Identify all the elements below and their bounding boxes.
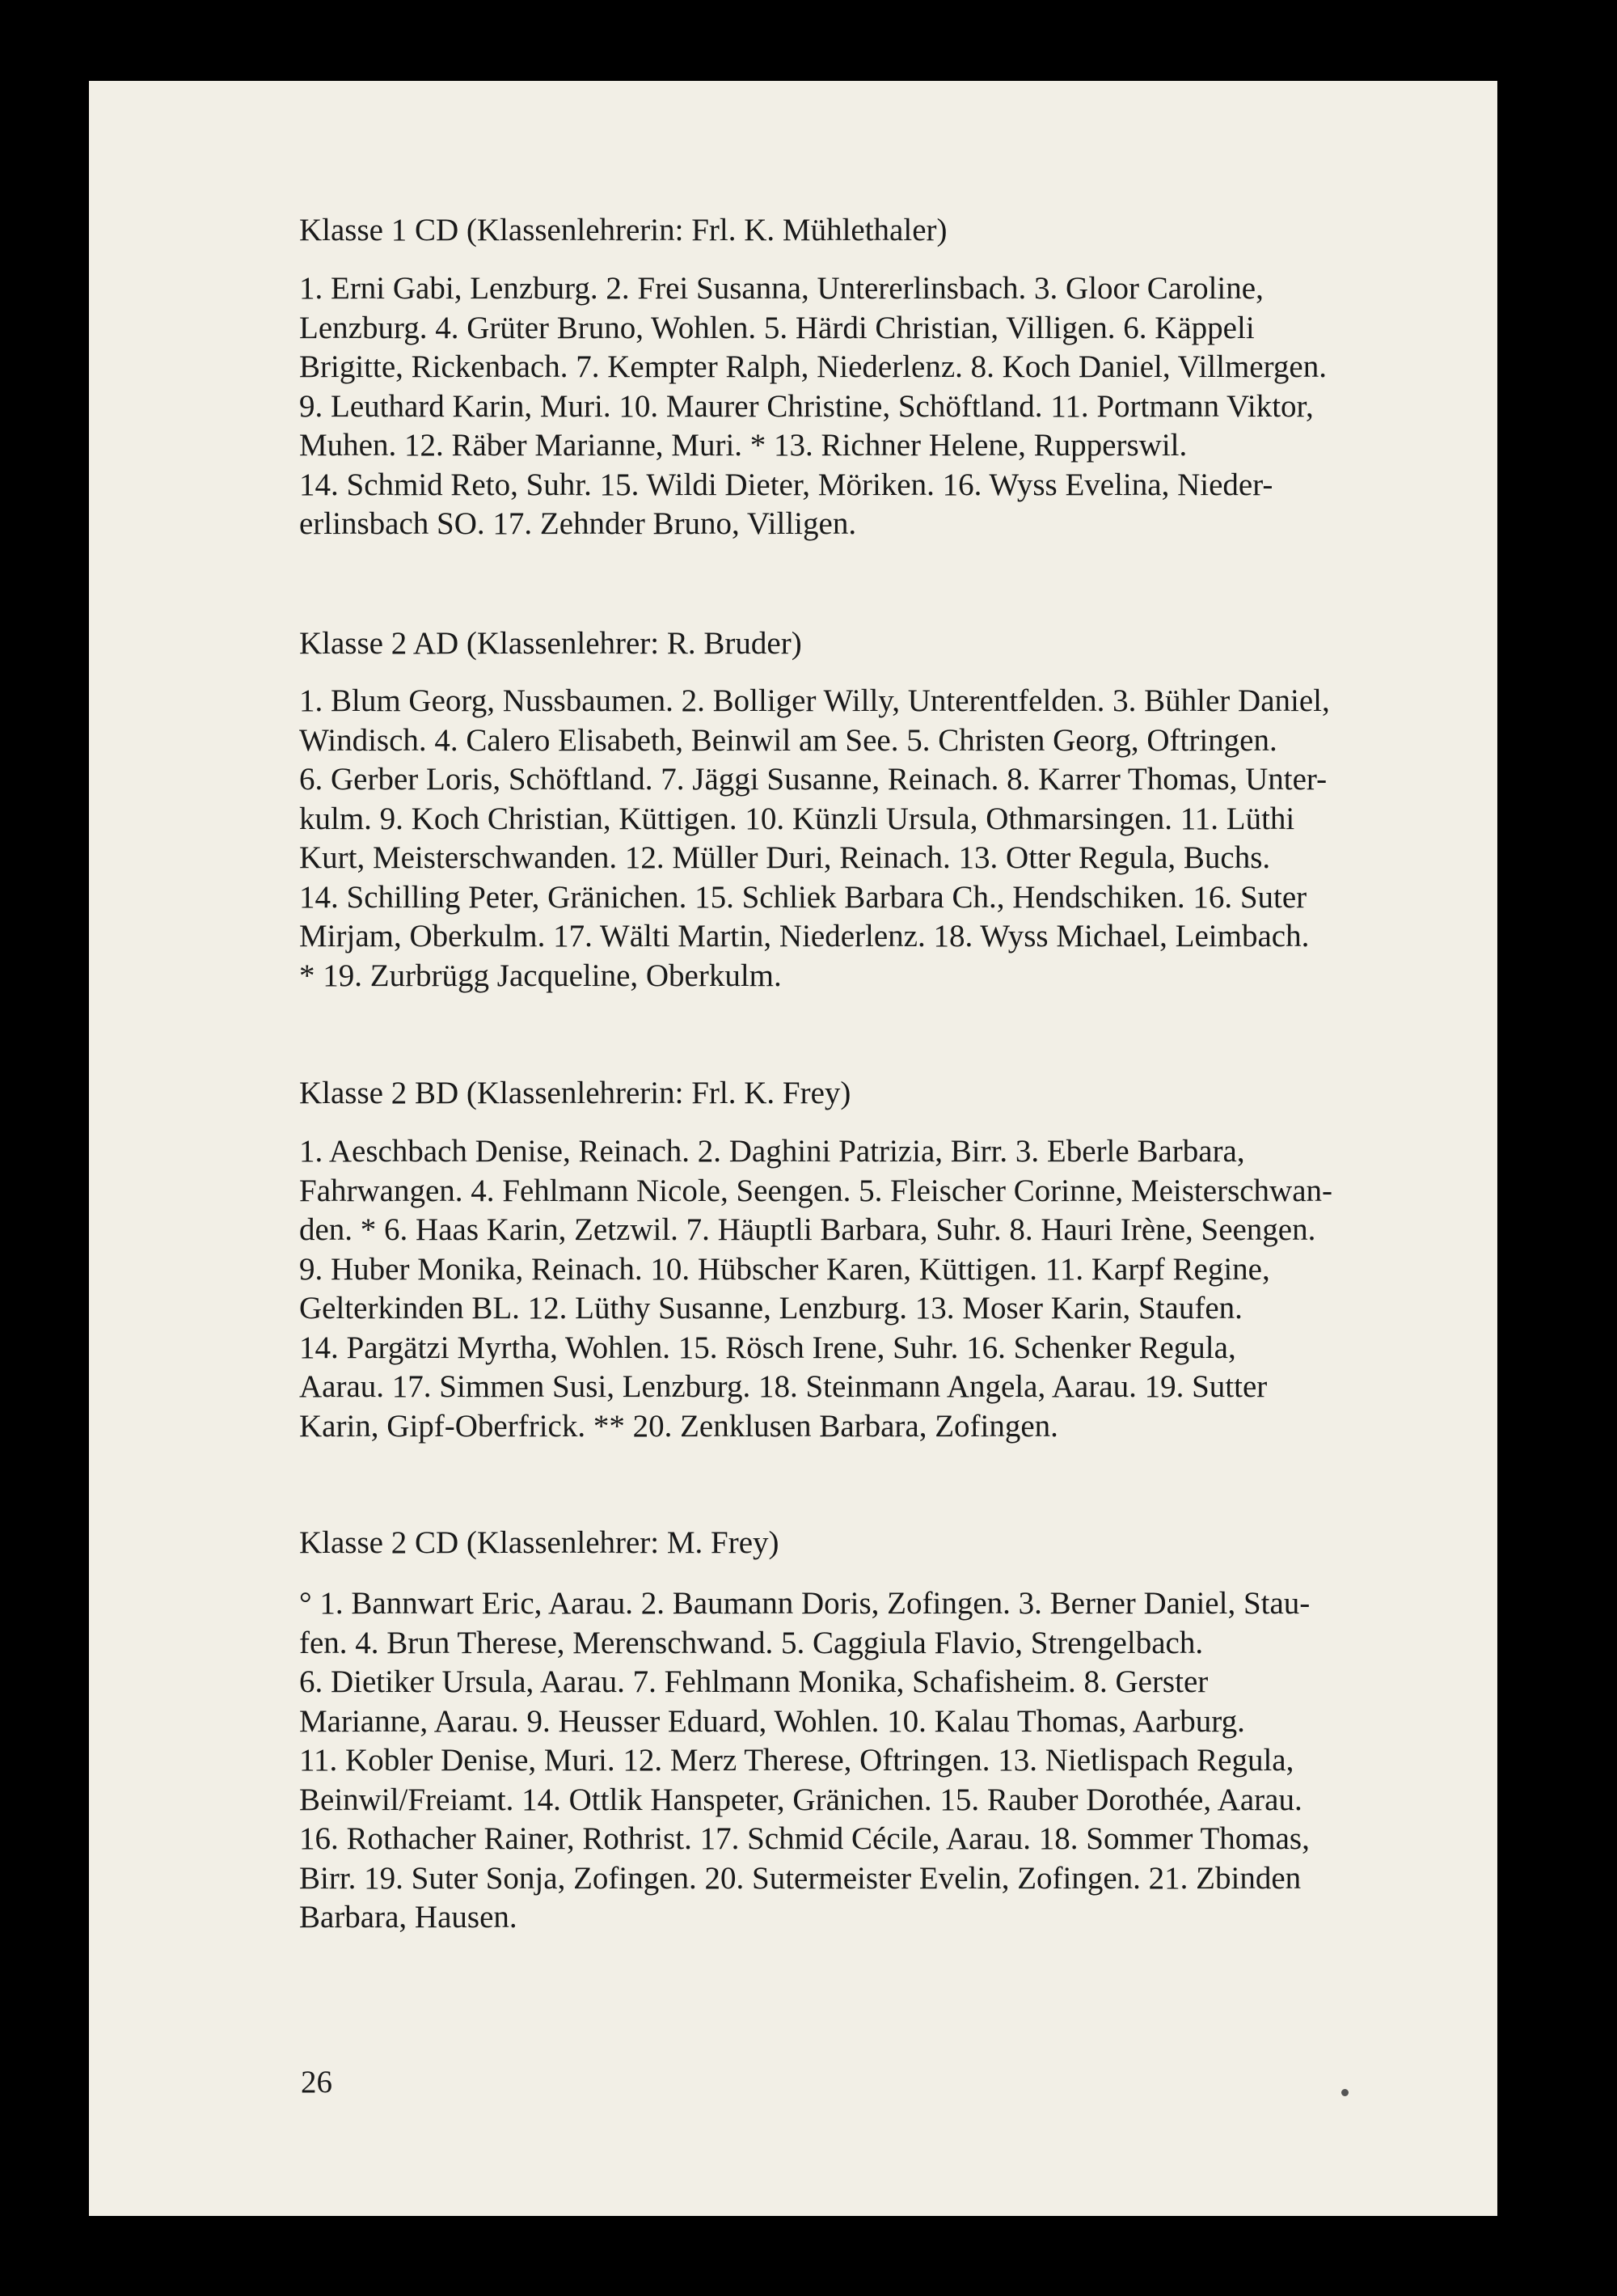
text-line: den. * 6. Haas Karin, Zetzwil. 7. Häuptli Barbara, Suhr. 8. Hauri Irène, Seengen.	[299, 1212, 1316, 1247]
text-line: * 19. Zurbrügg Jacqueline, Oberkulm.	[299, 958, 782, 993]
text-line: 6. Gerber Loris, Schöftland. 7. Jäggi Susanne, Reinach. 8. Karrer Thomas, Unter-	[299, 762, 1328, 797]
section-body-klasse-1cd	[299, 269, 1560, 544]
text-line: Beinwil/Freiamt. 14. Ottlik Hanspeter, Gränichen. 15. Rauber Dorothée, Aarau.	[299, 1782, 1302, 1817]
ink-dot-mark	[1341, 2089, 1349, 2096]
text-line: Lenzburg. 4. Grüter Bruno, Wohlen. 5. Härdi Christian, Villigen. 6. Käppeli	[299, 310, 1255, 345]
text-line: Barbara, Hausen.	[299, 1900, 517, 1934]
text-line: 14. Pargätzi Myrtha, Wohlen. 15. Rösch Irene, Suhr. 16. Schenker Regula,	[299, 1330, 1236, 1365]
text-line: Windisch. 4. Calero Elisabeth, Beinwil am See. 5. Christen Georg, Oftringen.	[299, 722, 1277, 758]
text-line: ° 1. Bannwart Eric, Aarau. 2. Baumann Doris, Zofingen. 3. Berner Daniel, Stau-	[299, 1586, 1311, 1621]
section-body-klasse-2ad	[299, 682, 1560, 996]
text-line: 14. Schmid Reto, Suhr. 15. Wildi Dieter, Möriken. 16. Wyss Evelina, Nieder-	[299, 467, 1273, 502]
text-line: Aarau. 17. Simmen Susi, Lenzburg. 18. Steinmann Angela, Aarau. 19. Sutter	[299, 1369, 1268, 1404]
text-line: 1. Aeschbach Denise, Reinach. 2. Daghini Patrizia, Birr. 3. Eberle Barbara,	[299, 1134, 1245, 1169]
section-body-klasse-2bd	[299, 1132, 1560, 1446]
text-line: 14. Schilling Peter, Gränichen. 15. Schliek Barbara Ch., Hendschiken. 16. Suter	[299, 879, 1307, 915]
section-heading-klasse-2bd: Klasse 2 BD (Klassenlehrerin: Frl. K. Frey)	[299, 1076, 851, 1110]
document-page	[89, 81, 1497, 2216]
section-body-klasse-2cd	[299, 1584, 1560, 1938]
section-heading-klasse-2ad: Klasse 2 AD (Klassenlehrer: R. Bruder)	[299, 626, 802, 661]
text-line: 6. Dietiker Ursula, Aarau. 7. Fehlmann Monika, Schafisheim. 8. Gerster	[299, 1664, 1209, 1699]
text-line: Gelterkinden BL. 12. Lüthy Susanne, Lenzburg. 13. Moser Karin, Staufen.	[299, 1291, 1243, 1326]
text-line: Muhen. 12. Räber Marianne, Muri. * 13. Richner Helene, Rupperswil.	[299, 428, 1188, 463]
section-heading-klasse-2cd: Klasse 2 CD (Klassenlehrer: M. Frey)	[299, 1525, 779, 1560]
text-line: 11. Kobler Denise, Muri. 12. Merz Therese, Oftringen. 13. Nietlispach Regula,	[299, 1743, 1294, 1778]
text-line: Birr. 19. Suter Sonja, Zofingen. 20. Sutermeister Evelin, Zofingen. 21. Zbinden	[299, 1860, 1302, 1896]
text-line: Brigitte, Rickenbach. 7. Kempter Ralph, Niederlenz. 8. Koch Daniel, Villmergen.	[299, 349, 1327, 384]
text-line: Marianne, Aarau. 9. Heusser Eduard, Wohlen. 10. Kalau Thomas, Aarburg.	[299, 1703, 1245, 1739]
section-heading-klasse-1cd: Klasse 1 CD (Klassenlehrerin: Frl. K. Mühlethaler)	[299, 213, 948, 247]
text-line: Karin, Gipf-Oberfrick. ** 20. Zenklusen Barbara, Zofingen.	[299, 1408, 1058, 1444]
text-line: 9. Leuthard Karin, Muri. 10. Maurer Christine, Schöftland. 11. Portmann Viktor,	[299, 388, 1314, 424]
text-line: Fahrwangen. 4. Fehlmann Nicole, Seengen. 5. Fleischer Corinne, Meisterschwan-	[299, 1173, 1333, 1208]
text-line: fen. 4. Brun Therese, Merenschwand. 5. Caggiula Flavio, Strengelbach.	[299, 1625, 1204, 1660]
page-number: 26	[301, 2065, 332, 2099]
text-line: 16. Rothacher Rainer, Rothrist. 17. Schmid Cécile, Aarau. 18. Sommer Thomas,	[299, 1821, 1310, 1856]
text-line: 1. Erni Gabi, Lenzburg. 2. Frei Susanna, Untererlinsbach. 3. Gloor Caroline,	[299, 271, 1264, 306]
text-line: 9. Huber Monika, Reinach. 10. Hübscher Karen, Küttigen. 11. Karpf Regine,	[299, 1251, 1270, 1287]
text-line: Mirjam, Oberkulm. 17. Wälti Martin, Niederlenz. 18. Wyss Michael, Leimbach.	[299, 919, 1310, 953]
text-line: Kurt, Meisterschwanden. 12. Müller Duri, Reinach. 13. Otter Regula, Buchs.	[299, 840, 1271, 875]
text-line: erlinsbach SO. 17. Zehnder Bruno, Villigen.	[299, 506, 857, 541]
text-line: 1. Blum Georg, Nussbaumen. 2. Bolliger Willy, Unterentfelden. 3. Bühler Daniel,	[299, 683, 1330, 718]
text-line: kulm. 9. Koch Christian, Küttigen. 10. Künzli Ursula, Othmarsingen. 11. Lüthi	[299, 801, 1295, 836]
